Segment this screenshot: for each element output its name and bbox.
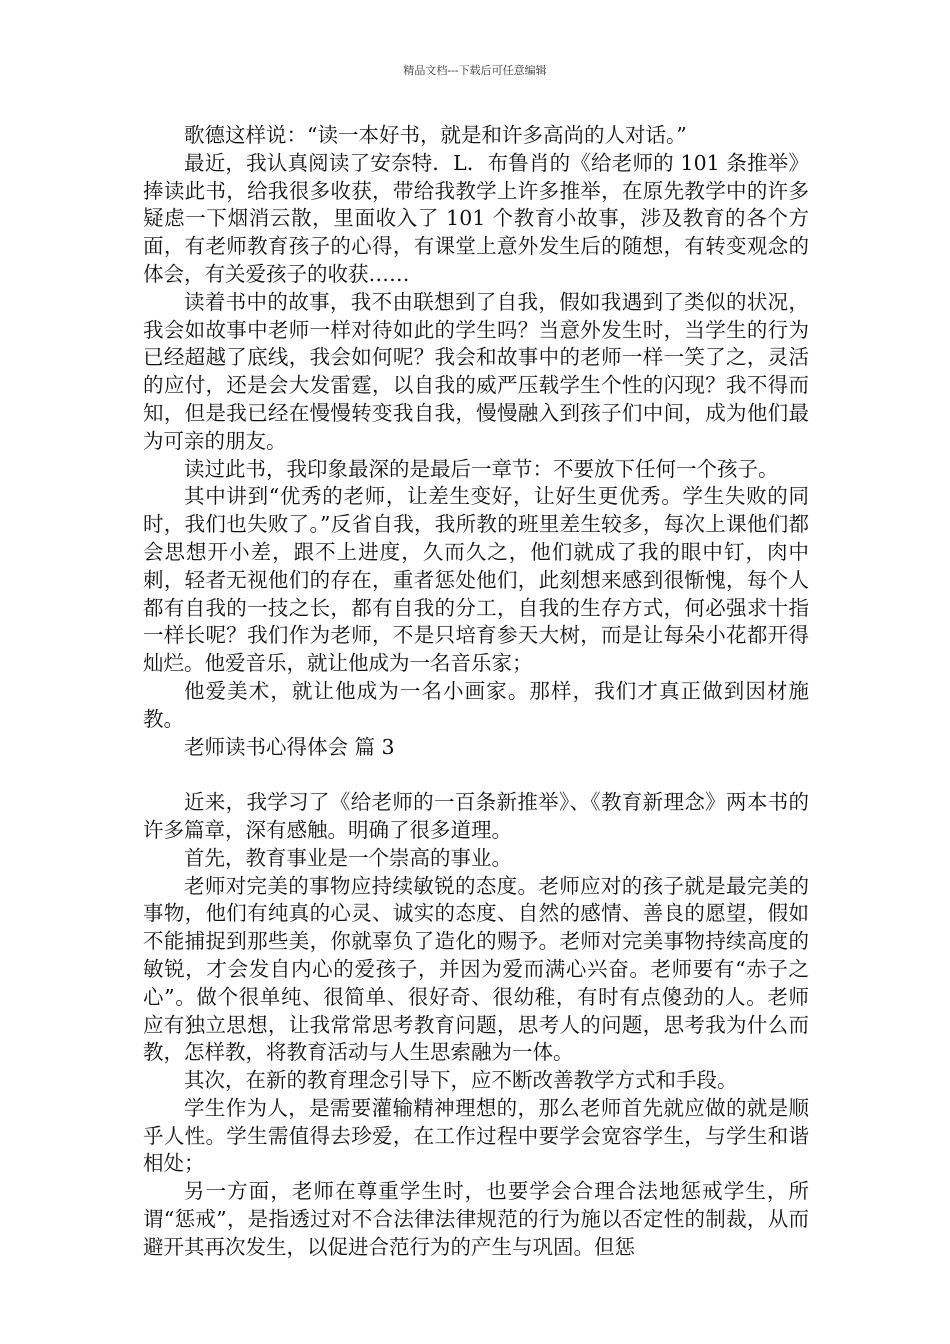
paragraph: 近来，我学习了《给老师的一百条新推举》、《教育新理念》两本书的许多篇章，深有感触。明确了很多道理。 — [143, 790, 809, 842]
paragraph: 首先，教育事业是一个崇高的事业。 — [184, 845, 512, 870]
paragraph: 其中讲到“优秀的老师，让差生变好，让好生更优秀。学生失败的同时，我们也失败了。”反省自我，我所教的班里差生较多，每次上课他们都会思想开小差，跟不上进度，久而久之，他们就成了我的眼中钉，肉中刺，轻者无视他们的存在，重者惩处他们，此刻想来感到很惭愧，每个人都有自我的一技之长，都有自我的分工，自我的生存方式，何必强求十指一样长呢？我们作为老师，不是只培育参天大树，而是让每朵小花都开得灿烂。他爱音乐，就让他成为一名音乐家； — [143, 484, 809, 676]
paragraph: 其次，在新的教育理念引导下，应不断改善教学方式和手段。 — [184, 1068, 738, 1093]
paragraph: 老师对完美的事物应持续敏锐的态度。老师应对的孩子就是最完美的事物，他们有纯真的心灵、诚实的态度、自然的感情、善良的愿望，假如不能捕捉到那些美，你就辜负了造化的赐予。老师对完美事物持续高度的敏锐，才会发自内心的爱孩子，并因为爱而满心兴奋。老师要有“赤子之心”。做个很单纯、很简单、很好奇、很幼稚，有时有点傻劲的人。老师应有独立思想，让我常常思考教育问题，思考人的问题，思考我为什么而教，怎样教，将教育活动与人生思索融为一体。 — [143, 873, 809, 1065]
paragraph: 学生作为人，是需要灌输精神理想的，那么老师首先就应做的就是顺乎人性。学生需值得去珍爱，在工作过程中要学会宽容学生，与学生和谐相处； — [143, 1095, 809, 1176]
page-header: 精品文档---下载后可任意编辑 — [403, 64, 547, 77]
paragraph: 读过此书，我印象最深的是最后一章节：不要放下任何一个孩子。 — [184, 456, 779, 481]
section-heading: 老师读书心得体会 篇 3 — [184, 734, 395, 759]
paragraph: 读着书中的故事，我不由联想到了自我，假如我遇到了类似的状况，我会如故事中老师一样对待如此的学生吗？当意外发生时，当学生的行为已经超越了底线，我会如何呢？我会和故事中的老师一样一笑了之，灵活的应付，还是会大发雷霆，以自我的威严压载学生个性的闪现？我不得而知，但是我已经在慢慢转变我自我，慢慢融入到孩子们中间，成为他们最为可亲的朋友。 — [143, 289, 809, 453]
paragraph: 最近，我认真阅读了安奈特．L．布鲁肖的《给老师的 101 条推举》捧读此书，给我很多收获，带给我教学上许多推举，在原先教学中的许多疑虑一下烟消云散，里面收入了 101 个教育小故事，涉及教育的各个方面，有老师教育孩子的心得，有课堂上意外发生后的随想，有转变观念的体会，有关爱孩子的收获…… — [143, 150, 809, 286]
paragraph: 歌德这样说：“读一本好书，就是和许多高尚的人对话。” — [184, 123, 687, 147]
paragraph: 另一方面，老师在尊重学生时，也要学会合理合法地惩戒学生，所谓“惩戒”，是指透过对不合法律法律规范的行为施以否定性的制裁，从而避开其再次发生，以促进合范行为的产生与巩固。但惩 — [143, 1179, 809, 1259]
paragraph: 他爱美术，就让他成为一名小画家。那样，我们才真正做到因材施教。 — [143, 678, 809, 731]
document-body — [143, 122, 809, 1262]
